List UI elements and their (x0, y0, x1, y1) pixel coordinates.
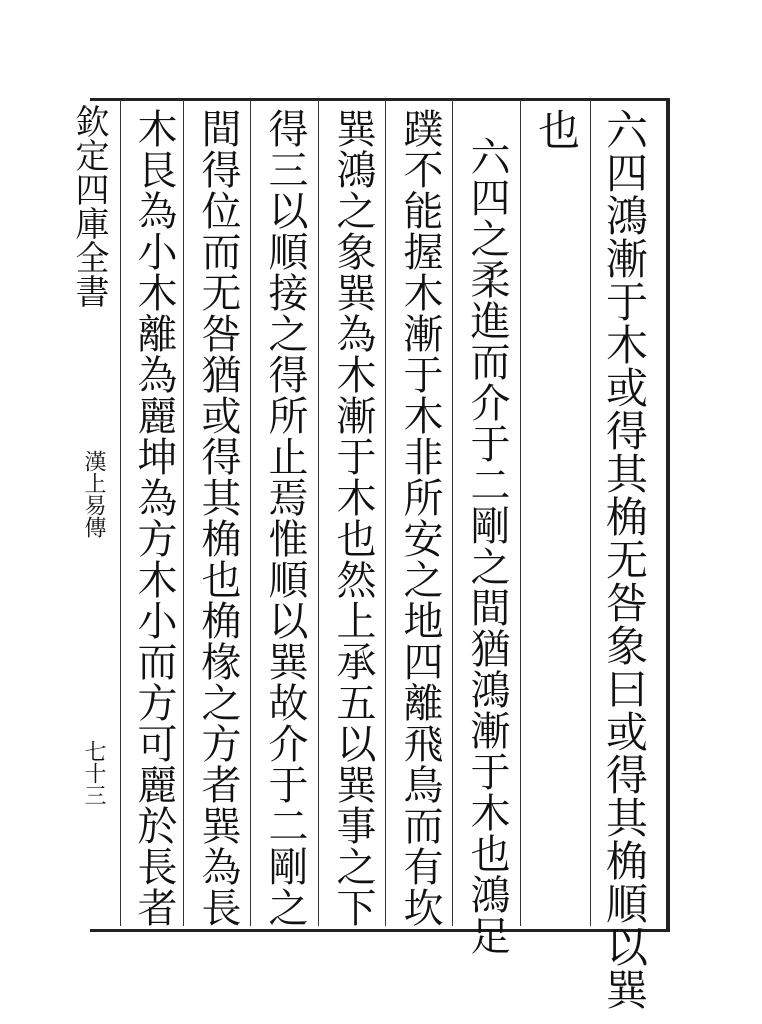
main-text-column: 六四鴻漸于木或得其桷无咎象曰或得其桷順以巽 (600, 108, 649, 1011)
column-rule (385, 100, 386, 926)
main-text-column: 也 (532, 108, 581, 151)
commentary-column: 得三以順接之得所止焉惟順以巽故介于二剛之 (262, 108, 308, 928)
column-rule (452, 100, 453, 926)
page-frame (90, 98, 670, 1011)
commentary-column: 木艮為小木離為麗坤為方木小而方可麗於長者 (131, 108, 177, 928)
column-rule (120, 100, 121, 926)
margin-book-title: 漢上易傳 (81, 450, 106, 538)
margin-page-number: 七十三 (81, 740, 106, 806)
column-rule (590, 100, 591, 926)
margin-edition-title: 欽定四庫全書 (69, 104, 109, 308)
commentary-column: 蹼不能握木漸于木非所安之地四離飛鳥而有坎 (397, 108, 443, 928)
commentary-column: 間得位而无咎猶或得其桷也桷椽之方者巽為長 (195, 108, 241, 928)
commentary-column: 巽鴻之象巽為木漸于木也然上承五以巽事之下 (330, 108, 376, 928)
column-rule (318, 100, 319, 926)
commentary-column: 六四之柔進而介于二剛之間猶鴻漸于木也鴻足 (464, 136, 510, 956)
column-rule (183, 100, 184, 926)
column-rule (250, 100, 251, 926)
column-rule (520, 100, 521, 926)
